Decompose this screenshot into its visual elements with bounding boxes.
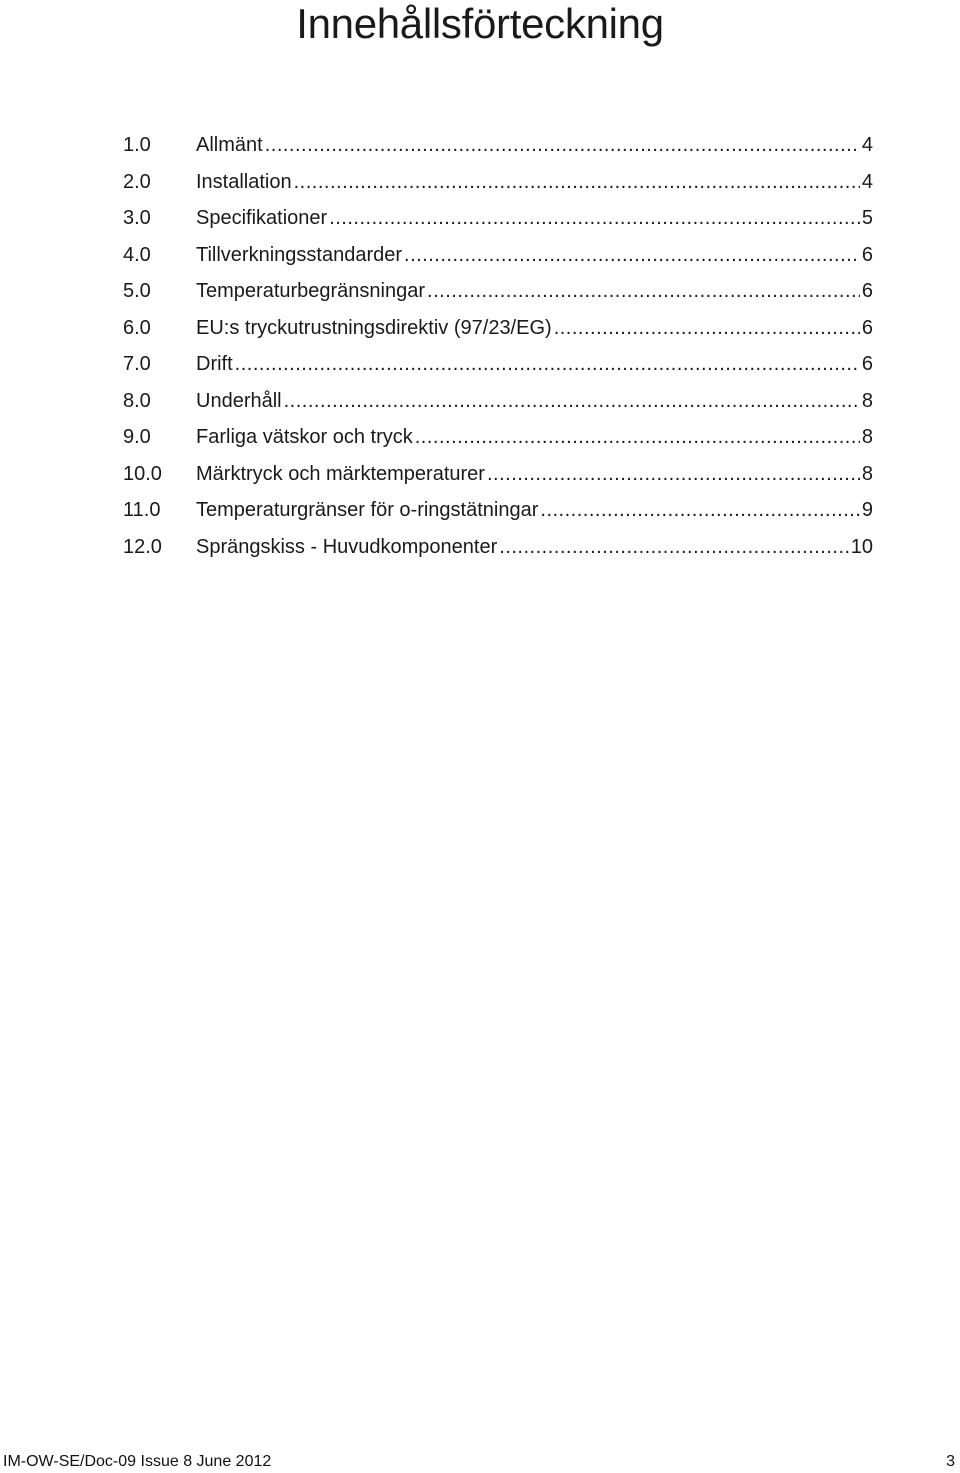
toc-dot-leader (554, 310, 860, 347)
toc-entry[interactable] (123, 273, 873, 310)
toc-entry-label: Specifikationer (196, 207, 328, 229)
toc-entry-number: 9.0 (123, 426, 151, 448)
toc-entry[interactable] (123, 383, 873, 420)
toc-entry[interactable] (123, 346, 873, 383)
toc-entry-number: 12.0 (123, 535, 162, 558)
toc-entry-number: 1.0 (123, 134, 151, 156)
toc-dot-leader (265, 127, 860, 164)
toc-dot-leader (427, 273, 860, 310)
toc-entry-number: 2.0 (123, 170, 151, 193)
toc-entry-page: 6 (861, 243, 873, 266)
toc-dot-leader (540, 492, 859, 529)
toc-dot-leader (415, 419, 860, 456)
toc-entry-page: 4 (861, 170, 873, 193)
toc-entry[interactable] (123, 237, 873, 274)
toc-entry-number: 8.0 (123, 389, 151, 412)
toc-entry-label: Allmänt (196, 134, 263, 156)
toc-entry[interactable] (123, 164, 873, 201)
toc-entry-label: Märktryck och märktemperaturer (196, 462, 485, 485)
toc-entry-page: 5 (861, 207, 873, 229)
toc-entry-label: Installation (196, 170, 292, 193)
page-number: 3 (946, 1453, 955, 1470)
toc-entry-label: Tillverkningsstandarder (196, 243, 403, 266)
toc-entry[interactable] (123, 127, 873, 164)
toc-entry-number: 3.0 (123, 207, 151, 229)
toc-entry-number: 6.0 (123, 316, 151, 339)
toc-entry-number: 5.0 (123, 280, 151, 302)
toc-dot-leader (284, 383, 860, 420)
toc-entry-number: 7.0 (123, 353, 151, 375)
document-reference: IM-OW-SE/Doc-09 Issue 8 June 2012 (3, 1453, 272, 1470)
toc-entry-label: EU:s tryckutrustningsdirektiv (97/23/EG) (196, 316, 552, 339)
page-title: Innehållsförteckning (296, 0, 664, 47)
toc-dot-leader (329, 200, 860, 237)
table-of-contents (123, 127, 873, 565)
toc-dot-leader (404, 237, 860, 274)
toc-entry[interactable] (123, 529, 873, 566)
toc-entry-page: 10 (850, 535, 873, 558)
toc-dot-leader (235, 346, 860, 383)
toc-dot-leader (487, 456, 860, 493)
toc-entry-number: 10.0 (123, 462, 162, 485)
toc-dot-leader (294, 164, 860, 201)
toc-entry-label: Underhåll (196, 389, 282, 412)
toc-entry-page: 8 (861, 389, 873, 412)
toc-entry-label: Sprängskiss - Huvudkomponenter (196, 535, 498, 558)
toc-entry-label: Drift (196, 353, 233, 375)
toc-dot-leader (499, 529, 848, 566)
page-footer (0, 1451, 960, 1473)
toc-entry-page: 8 (861, 426, 873, 448)
toc-entry-page: 6 (861, 353, 873, 375)
toc-entry-label: Temperaturbegränsningar (196, 280, 426, 302)
toc-entry[interactable] (123, 310, 873, 347)
toc-entry[interactable] (123, 456, 873, 493)
toc-entry-number: 11.0 (123, 499, 161, 521)
toc-entry[interactable] (123, 492, 873, 529)
toc-entry-page: 9 (861, 499, 873, 521)
toc-entry-page: 4 (861, 134, 873, 156)
toc-entry[interactable] (123, 200, 873, 237)
toc-entry-label: Temperaturgränser för o-ringstätningar (196, 499, 539, 521)
toc-entry-page: 6 (861, 280, 873, 302)
toc-entry-label: Farliga vätskor och tryck (196, 426, 413, 448)
toc-entry-number: 4.0 (123, 243, 151, 266)
toc-entry-page: 8 (861, 462, 873, 485)
toc-entry-page: 6 (861, 316, 873, 339)
toc-entry[interactable] (123, 419, 873, 456)
